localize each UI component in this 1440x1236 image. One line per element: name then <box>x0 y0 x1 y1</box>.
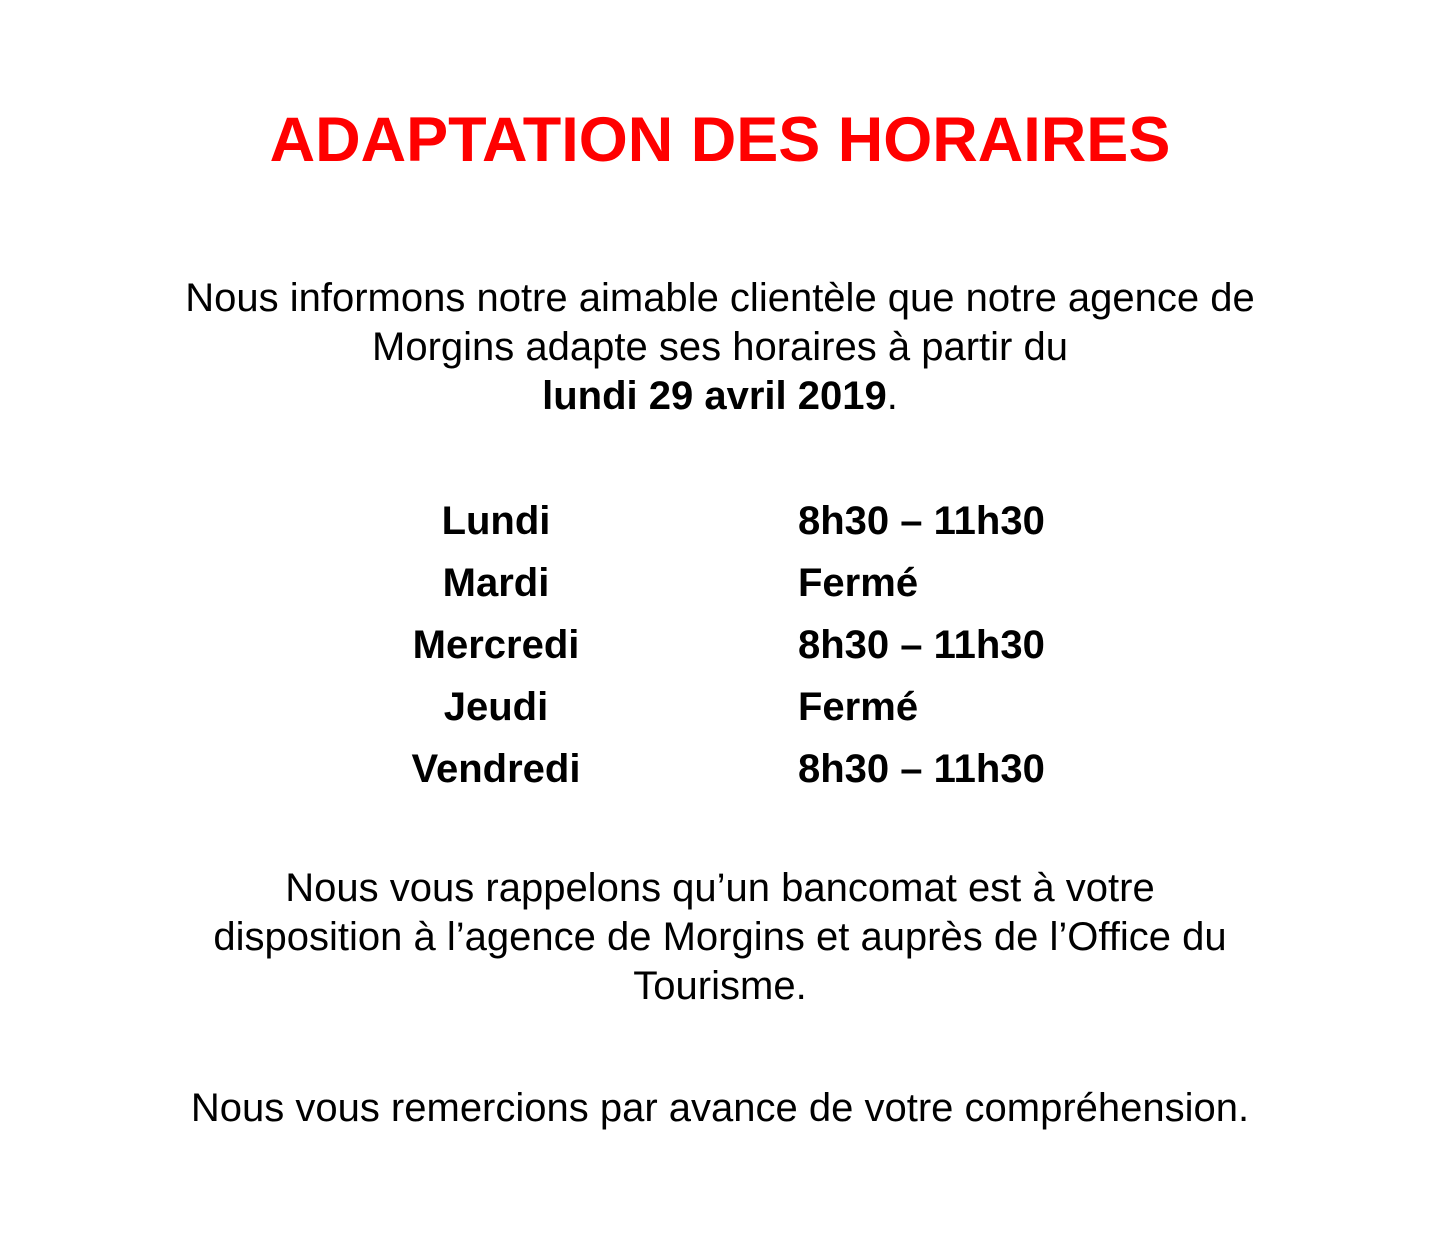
schedule-hours: Fermé <box>798 561 919 605</box>
reminder-line-2: disposition à l’agence de Morgins et auprès de l’Office du <box>213 915 1227 959</box>
schedule-row-tuesday <box>0 552 1440 614</box>
schedule-row-wednesday <box>0 614 1440 676</box>
effective-date-suffix: . <box>886 374 898 418</box>
page-title: ADAPTATION DES HORAIRES <box>269 105 1171 175</box>
schedule-hours: 8h30 – 11h30 <box>798 623 1045 667</box>
opening-hours-schedule <box>0 490 1440 800</box>
thanks-paragraph: Nous vous remercions par avance de votre compréhension. <box>190 1086 1250 1130</box>
schedule-row-thursday <box>0 676 1440 738</box>
reminder-line-1: Nous vous rappelons qu’un bancomat est à votre <box>285 866 1155 910</box>
reminder-line-3: Tourisme. <box>633 964 807 1008</box>
effective-date: lundi 29 avril 2019 <box>542 374 887 418</box>
schedule-hours: 8h30 – 11h30 <box>798 499 1045 543</box>
schedule-row-monday <box>0 490 1440 552</box>
schedule-hours: Fermé <box>798 685 919 729</box>
intro-paragraph <box>0 274 1440 421</box>
schedule-day: Vendredi <box>411 747 581 791</box>
schedule-hours: 8h30 – 11h30 <box>798 747 1045 791</box>
schedule-day: Lundi <box>441 499 551 543</box>
intro-line-2: Morgins adapte ses horaires à partir du <box>372 325 1068 369</box>
intro-date-line <box>0 372 1440 421</box>
schedule-day: Mercredi <box>412 623 580 667</box>
atm-reminder-paragraph <box>0 864 1440 1011</box>
intro-line-1: Nous informons notre aimable clientèle que notre agence de <box>185 276 1255 320</box>
schedule-row-friday <box>0 738 1440 800</box>
schedule-day: Jeudi <box>443 685 549 729</box>
schedule-day: Mardi <box>442 561 550 605</box>
